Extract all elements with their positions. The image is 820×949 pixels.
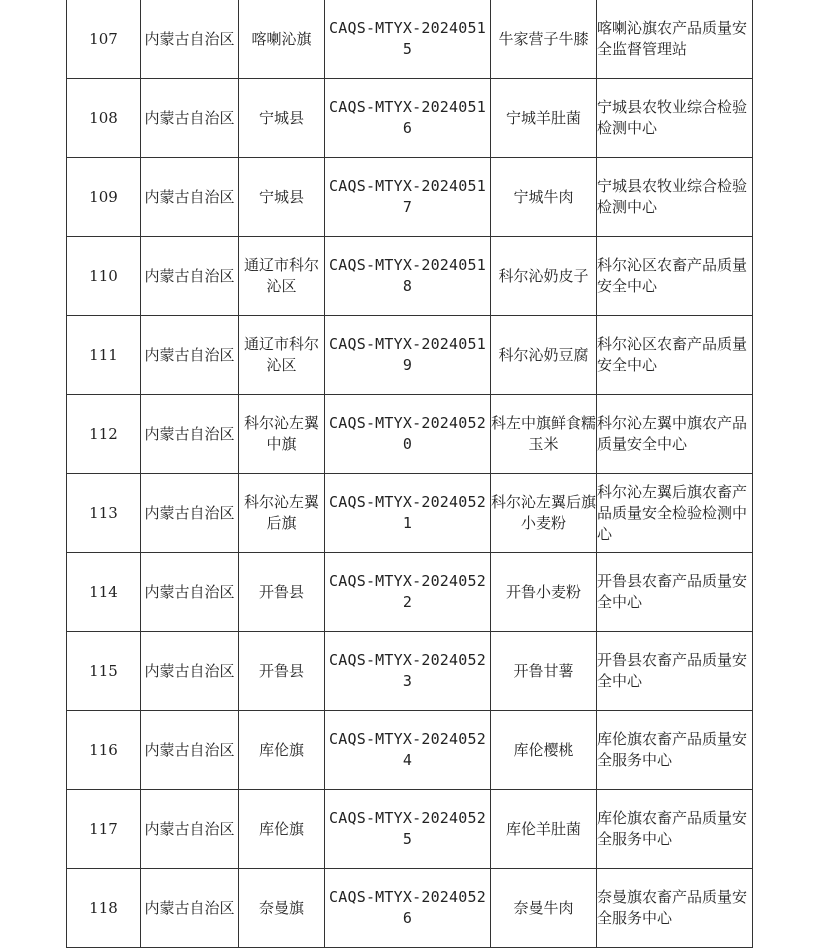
cell-county <box>239 316 325 395</box>
cell-county-text: 通辽市科尔沁区 <box>243 335 319 374</box>
cell-region-text: 内蒙古自治区 <box>144 661 235 680</box>
cell-county-text: 库伦旗 <box>258 740 304 759</box>
cell-code-text: CAQS-MTYX-20240519 <box>329 335 486 374</box>
cell-number-text: 109 <box>89 187 118 206</box>
cell-county-text: 喀喇沁旗 <box>251 29 312 48</box>
cell-number-text: 116 <box>89 740 118 759</box>
cell-number <box>67 790 141 869</box>
cell-number <box>67 632 141 711</box>
cell-code <box>325 790 491 869</box>
cell-number <box>67 0 141 79</box>
cell-product-text: 开鲁甘薯 <box>513 661 574 680</box>
cell-number-text: 114 <box>89 582 118 601</box>
cell-county <box>239 395 325 474</box>
table-row <box>67 0 753 79</box>
table-row <box>67 474 753 553</box>
cell-organization <box>597 711 753 790</box>
cell-region <box>141 632 239 711</box>
cell-number-text: 107 <box>89 29 118 48</box>
cell-organization-text: 开鲁县农畜产品质量安全中心 <box>597 651 748 690</box>
cell-county <box>239 553 325 632</box>
cell-number-text: 113 <box>89 503 118 522</box>
cell-code <box>325 158 491 237</box>
cell-organization <box>597 79 753 158</box>
cell-county-text: 奈曼旗 <box>258 898 304 917</box>
cell-product <box>491 158 597 237</box>
cell-number-text: 108 <box>89 108 118 127</box>
cell-product-text: 库伦羊肚菌 <box>505 819 581 838</box>
cell-product <box>491 316 597 395</box>
cell-code-text: CAQS-MTYX-20240517 <box>329 177 486 216</box>
cell-region <box>141 869 239 948</box>
cell-county-text: 开鲁县 <box>258 661 304 680</box>
cell-organization <box>597 316 753 395</box>
cell-number-text: 110 <box>89 266 118 285</box>
cell-organization <box>597 632 753 711</box>
cell-county <box>239 632 325 711</box>
cell-product-text: 牛家营子牛膝 <box>498 29 589 48</box>
cell-organization-text: 开鲁县农畜产品质量安全中心 <box>597 572 748 611</box>
cell-number <box>67 711 141 790</box>
cell-number <box>67 395 141 474</box>
cell-product <box>491 79 597 158</box>
cell-number-text: 111 <box>89 345 118 364</box>
cell-organization <box>597 553 753 632</box>
table-row <box>67 237 753 316</box>
cell-code-text: CAQS-MTYX-20240525 <box>329 809 486 848</box>
cell-organization-text: 奈曼旗农畜产品质量安全服务中心 <box>597 888 748 927</box>
cell-county <box>239 237 325 316</box>
cell-organization-text: 科尔沁左翼后旗农畜产品质量安全检验检测中心 <box>597 482 748 543</box>
cell-organization-text: 科尔沁区农畜产品质量安全中心 <box>597 256 748 295</box>
cell-code <box>325 0 491 79</box>
cell-region-text: 内蒙古自治区 <box>144 582 235 601</box>
cell-code-text: CAQS-MTYX-20240521 <box>329 493 486 532</box>
cell-organization-text: 库伦旗农畜产品质量安全服务中心 <box>597 730 748 769</box>
cell-product <box>491 395 597 474</box>
table-row <box>67 790 753 869</box>
cell-product <box>491 0 597 79</box>
cell-organization-text: 库伦旗农畜产品质量安全服务中心 <box>597 809 748 848</box>
cell-code <box>325 237 491 316</box>
cell-organization <box>597 237 753 316</box>
cell-organization-text: 宁城县农牧业综合检验检测中心 <box>597 98 748 137</box>
table-row <box>67 79 753 158</box>
cell-county <box>239 0 325 79</box>
cell-region <box>141 711 239 790</box>
cell-county-text: 宁城县 <box>258 187 304 206</box>
cell-region <box>141 474 239 553</box>
cell-county-text: 科尔沁左翼后旗 <box>243 493 319 532</box>
cell-region <box>141 0 239 79</box>
cell-code-text: CAQS-MTYX-20240524 <box>329 730 486 769</box>
cell-code-text: CAQS-MTYX-20240522 <box>329 572 486 611</box>
cell-code-text: CAQS-MTYX-20240523 <box>329 651 486 690</box>
table-row <box>67 711 753 790</box>
cell-code <box>325 474 491 553</box>
cell-region <box>141 790 239 869</box>
cell-organization-text: 科尔沁区农畜产品质量安全中心 <box>597 335 748 374</box>
cell-county-text: 库伦旗 <box>258 819 304 838</box>
cell-code <box>325 79 491 158</box>
cell-product <box>491 711 597 790</box>
table-row <box>67 553 753 632</box>
cell-product-text: 科左中旗鲜食糯玉米 <box>491 414 597 453</box>
cell-organization-text: 科尔沁左翼中旗农产品质量安全中心 <box>597 414 748 453</box>
cell-region-text: 内蒙古自治区 <box>144 266 235 285</box>
cell-county <box>239 869 325 948</box>
cell-product-text: 开鲁小麦粉 <box>505 582 581 601</box>
cell-code-text: CAQS-MTYX-20240520 <box>329 414 486 453</box>
cell-organization <box>597 869 753 948</box>
cell-product <box>491 474 597 553</box>
cell-county-text: 开鲁县 <box>258 582 304 601</box>
cell-product-text: 科尔沁奶豆腐 <box>498 345 589 364</box>
cell-number <box>67 158 141 237</box>
cell-code <box>325 632 491 711</box>
cell-product <box>491 869 597 948</box>
cell-county <box>239 79 325 158</box>
table-row <box>67 395 753 474</box>
cell-number <box>67 79 141 158</box>
cell-code-text: CAQS-MTYX-20240516 <box>329 98 486 137</box>
cell-product-text: 库伦樱桃 <box>513 740 574 759</box>
cell-number-text: 115 <box>89 661 118 680</box>
cell-code <box>325 316 491 395</box>
cell-county <box>239 474 325 553</box>
cell-product-text: 奈曼牛肉 <box>513 898 574 917</box>
cell-organization <box>597 790 753 869</box>
cell-organization <box>597 474 753 553</box>
cell-organization-text: 宁城县农牧业综合检验检测中心 <box>597 177 748 216</box>
cell-number <box>67 553 141 632</box>
cell-number <box>67 474 141 553</box>
cell-organization <box>597 0 753 79</box>
cell-region-text: 内蒙古自治区 <box>144 503 235 522</box>
table-row <box>67 869 753 948</box>
cell-region-text: 内蒙古自治区 <box>144 898 235 917</box>
cell-code-text: CAQS-MTYX-20240518 <box>329 256 486 295</box>
registry-table <box>66 0 753 948</box>
table-row <box>67 316 753 395</box>
cell-number-text: 117 <box>89 819 118 838</box>
cell-number-text: 112 <box>89 424 118 443</box>
cell-number <box>67 237 141 316</box>
cell-region <box>141 79 239 158</box>
cell-region-text: 内蒙古自治区 <box>144 345 235 364</box>
cell-region-text: 内蒙古自治区 <box>144 108 235 127</box>
cell-product <box>491 237 597 316</box>
cell-product <box>491 553 597 632</box>
table-row <box>67 632 753 711</box>
cell-region <box>141 316 239 395</box>
cell-organization-text: 喀喇沁旗农产品质量安全监督管理站 <box>597 19 748 58</box>
cell-region <box>141 158 239 237</box>
cell-number <box>67 869 141 948</box>
cell-region-text: 内蒙古自治区 <box>144 187 235 206</box>
cell-region-text: 内蒙古自治区 <box>144 29 235 48</box>
cell-region-text: 内蒙古自治区 <box>144 819 235 838</box>
cell-code-text: CAQS-MTYX-20240526 <box>329 888 486 927</box>
cell-code-text: CAQS-MTYX-20240515 <box>329 19 486 58</box>
cell-county-text: 宁城县 <box>258 108 304 127</box>
cell-region-text: 内蒙古自治区 <box>144 424 235 443</box>
cell-region-text: 内蒙古自治区 <box>144 740 235 759</box>
cell-region <box>141 395 239 474</box>
table-body <box>67 0 753 948</box>
cell-region <box>141 553 239 632</box>
cell-code <box>325 869 491 948</box>
cell-product-text: 科尔沁奶皮子 <box>498 266 589 285</box>
cell-product-text: 宁城羊肚菌 <box>505 108 581 127</box>
cell-number-text: 118 <box>89 898 118 917</box>
cell-organization <box>597 395 753 474</box>
cell-code <box>325 711 491 790</box>
cell-product-text: 科尔沁左翼后旗小麦粉 <box>491 493 597 532</box>
cell-organization <box>597 158 753 237</box>
cell-county-text: 通辽市科尔沁区 <box>243 256 319 295</box>
table-row <box>67 158 753 237</box>
cell-code <box>325 553 491 632</box>
cell-code <box>325 395 491 474</box>
cell-product <box>491 790 597 869</box>
cell-county <box>239 711 325 790</box>
cell-county <box>239 790 325 869</box>
cell-region <box>141 237 239 316</box>
cell-county-text: 科尔沁左翼中旗 <box>243 414 319 453</box>
cell-number <box>67 316 141 395</box>
cell-county <box>239 158 325 237</box>
cell-product-text: 宁城牛肉 <box>513 187 574 206</box>
cell-product <box>491 632 597 711</box>
